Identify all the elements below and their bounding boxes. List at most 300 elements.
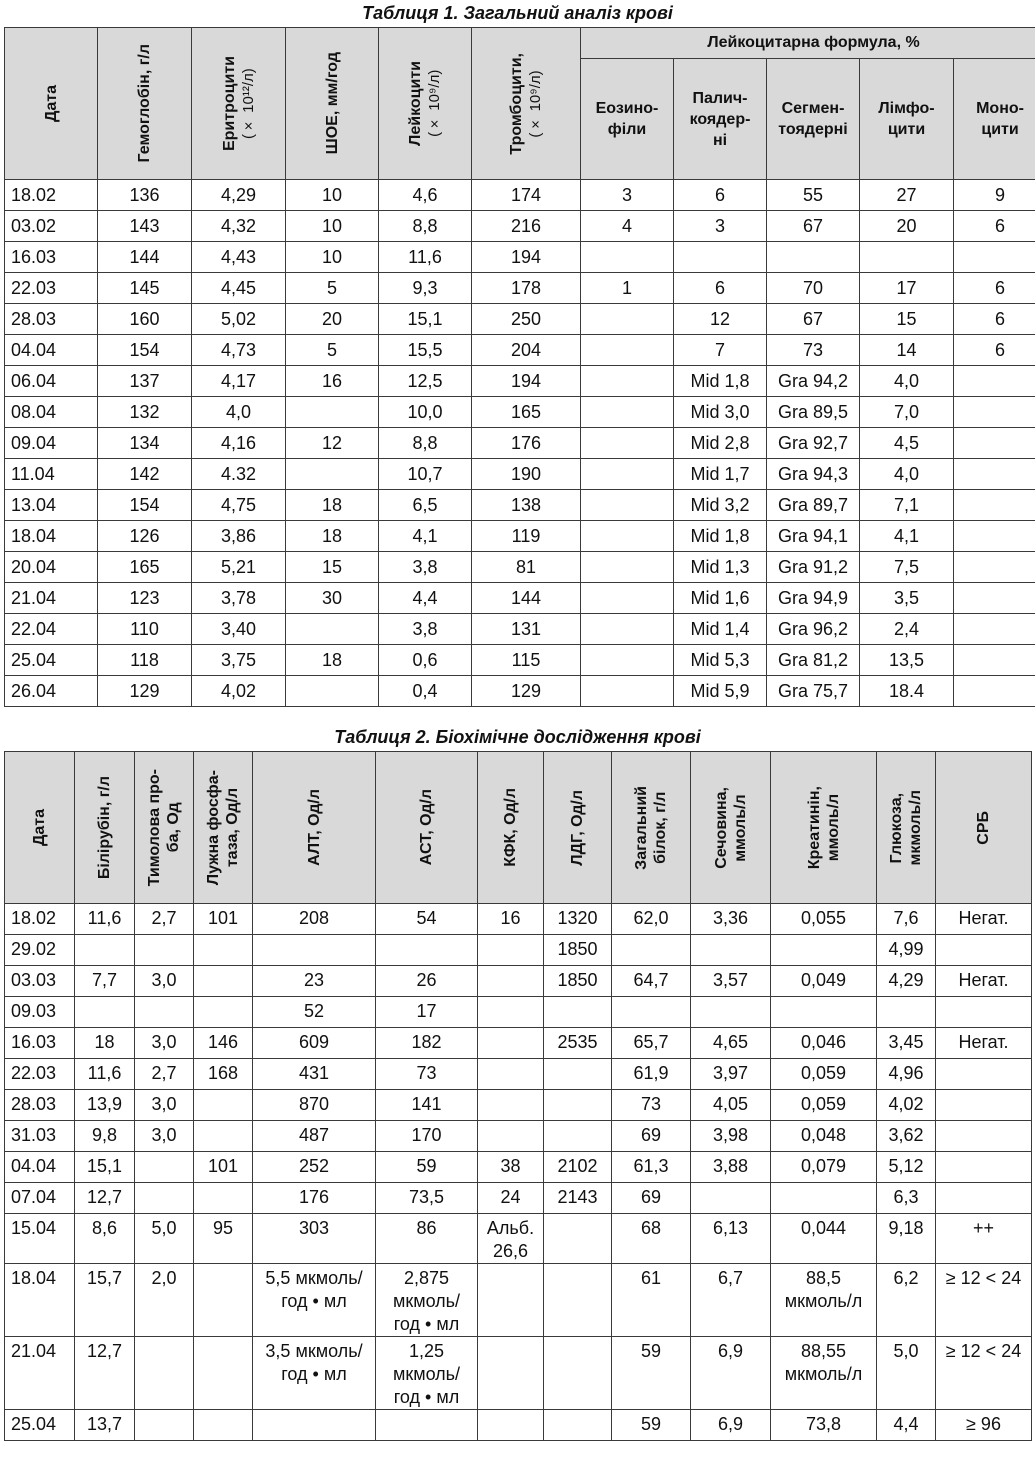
value-cell: 30 <box>286 583 379 614</box>
value-cell: 9,3 <box>379 273 472 304</box>
value-cell: 8,8 <box>379 428 472 459</box>
value-cell: Негат. <box>936 1028 1032 1059</box>
value-cell: 0,6 <box>379 645 472 676</box>
value-cell: 0,048 <box>771 1121 877 1152</box>
value-cell: 86 <box>376 1214 478 1264</box>
biochemistry-table <box>4 751 1032 1441</box>
value-cell: 10,0 <box>379 397 472 428</box>
value-cell <box>286 676 379 707</box>
value-cell <box>936 935 1032 966</box>
value-cell: 73 <box>612 1090 691 1121</box>
value-cell: Gra 94,1 <box>767 521 860 552</box>
value-cell: 13,9 <box>75 1090 135 1121</box>
table-row <box>5 335 1035 366</box>
value-cell: 10 <box>286 242 379 273</box>
value-cell <box>253 1410 376 1441</box>
date-cell: 09.03 <box>5 997 75 1028</box>
value-cell: 70 <box>767 273 860 304</box>
value-cell: 26 <box>376 966 478 997</box>
date-cell: 21.04 <box>5 1337 75 1410</box>
value-cell: 2143 <box>544 1183 612 1214</box>
value-cell: 487 <box>253 1121 376 1152</box>
table-row <box>5 583 1035 614</box>
value-cell: 154 <box>98 490 192 521</box>
table-row <box>5 614 1035 645</box>
value-cell: 62,0 <box>612 904 691 935</box>
value-cell: 18 <box>286 645 379 676</box>
value-cell: 6,9 <box>691 1337 771 1410</box>
value-cell: 3,75 <box>192 645 286 676</box>
value-cell <box>581 490 674 521</box>
date-cell: 08.04 <box>5 397 98 428</box>
value-cell: 6 <box>674 180 767 211</box>
value-cell: 170 <box>376 1121 478 1152</box>
value-cell: 4,05 <box>691 1090 771 1121</box>
value-cell: 131 <box>472 614 581 645</box>
value-cell: Gra 96,2 <box>767 614 860 645</box>
date-cell: 13.04 <box>5 490 98 521</box>
value-cell <box>135 997 194 1028</box>
col-header-ldh: ЛДГ, Од/л <box>544 752 612 904</box>
value-cell: 61,9 <box>612 1059 691 1090</box>
value-cell: 13,5 <box>860 645 954 676</box>
value-cell: 3,40 <box>192 614 286 645</box>
value-cell <box>581 397 674 428</box>
date-cell: 18.04 <box>5 521 98 552</box>
date-cell: 09.04 <box>5 428 98 459</box>
value-cell: 6 <box>954 273 1035 304</box>
value-cell <box>544 1337 612 1410</box>
value-cell: 6 <box>674 273 767 304</box>
table-row <box>5 676 1035 707</box>
date-cell: 06.04 <box>5 366 98 397</box>
value-cell: 7,0 <box>860 397 954 428</box>
value-cell: 250 <box>472 304 581 335</box>
value-cell: 73 <box>376 1059 478 1090</box>
value-cell: 141 <box>376 1090 478 1121</box>
value-cell: 67 <box>767 304 860 335</box>
date-cell: 21.04 <box>5 583 98 614</box>
value-cell: 1320 <box>544 904 612 935</box>
value-cell <box>478 1028 544 1059</box>
value-cell: Mid 1,6 <box>674 583 767 614</box>
value-cell: 0,049 <box>771 966 877 997</box>
value-cell <box>478 1059 544 1090</box>
date-cell: 28.03 <box>5 304 98 335</box>
value-cell: 3,57 <box>691 966 771 997</box>
value-cell: 0,079 <box>771 1152 877 1183</box>
value-cell: 5 <box>286 273 379 304</box>
value-cell: 2102 <box>544 1152 612 1183</box>
value-cell: 6,7 <box>691 1264 771 1337</box>
value-cell <box>771 1183 877 1214</box>
value-cell <box>954 428 1035 459</box>
value-cell <box>135 1337 194 1410</box>
value-cell: 5 <box>286 335 379 366</box>
value-cell <box>581 366 674 397</box>
value-cell: ≥ 96 <box>936 1410 1032 1441</box>
value-cell <box>612 935 691 966</box>
value-cell: 154 <box>98 335 192 366</box>
value-cell: 5,21 <box>192 552 286 583</box>
value-cell <box>771 997 877 1028</box>
value-cell: 5,0 <box>135 1214 194 1264</box>
table-row <box>5 180 1035 211</box>
value-cell: 3,97 <box>691 1059 771 1090</box>
value-cell: 20 <box>286 304 379 335</box>
value-cell: 182 <box>376 1028 478 1059</box>
col-header-bilirubin: Білірубін, г/л <box>75 752 135 904</box>
value-cell: 3,45 <box>877 1028 936 1059</box>
value-cell: 9,8 <box>75 1121 135 1152</box>
value-cell <box>954 242 1035 273</box>
date-cell: 07.04 <box>5 1183 75 1214</box>
value-cell <box>478 1264 544 1337</box>
value-cell: 145 <box>98 273 192 304</box>
value-cell: 2,875 мкмоль/ год • мл <box>376 1264 478 1337</box>
value-cell: 8,8 <box>379 211 472 242</box>
value-cell: 13,7 <box>75 1410 135 1441</box>
value-cell: 4,99 <box>877 935 936 966</box>
value-cell <box>691 997 771 1028</box>
value-cell: 11,6 <box>75 904 135 935</box>
value-cell: 24 <box>478 1183 544 1214</box>
col-header-total-protein: Загальний білок, г/л <box>612 752 691 904</box>
col-header-thymol: Тимолова про- ба, Од <box>135 752 194 904</box>
value-cell <box>674 242 767 273</box>
value-cell: 16 <box>286 366 379 397</box>
col-header-esr: ШОЕ, мм/год <box>286 28 379 180</box>
value-cell: 0,4 <box>379 676 472 707</box>
value-cell <box>478 1337 544 1410</box>
value-cell: Альб. 26,6 <box>478 1214 544 1264</box>
value-cell: 7,6 <box>877 904 936 935</box>
value-cell <box>612 997 691 1028</box>
date-cell: 16.03 <box>5 1028 75 1059</box>
value-cell <box>954 676 1035 707</box>
table-row <box>5 966 1032 997</box>
col-header-lymphocytes: Лімфо- цити <box>860 59 954 180</box>
value-cell <box>877 997 936 1028</box>
value-cell: 609 <box>253 1028 376 1059</box>
value-cell: Mid 1,4 <box>674 614 767 645</box>
value-cell <box>135 935 194 966</box>
value-cell: 61,3 <box>612 1152 691 1183</box>
value-cell <box>581 521 674 552</box>
value-cell: 54 <box>376 904 478 935</box>
value-cell: Mid 3,2 <box>674 490 767 521</box>
value-cell <box>691 935 771 966</box>
table-row <box>5 1214 1032 1264</box>
value-cell: 14 <box>860 335 954 366</box>
value-cell: 73 <box>767 335 860 366</box>
value-cell: 7,7 <box>75 966 135 997</box>
value-cell: 10,7 <box>379 459 472 490</box>
col-header-date: Дата <box>5 752 75 904</box>
table-row <box>5 552 1035 583</box>
col-header-monocytes: Моно- цити <box>954 59 1035 180</box>
value-cell: 4,0 <box>860 459 954 490</box>
value-cell <box>544 997 612 1028</box>
value-cell: 4,1 <box>860 521 954 552</box>
value-cell: 2,4 <box>860 614 954 645</box>
date-cell: 29.02 <box>5 935 75 966</box>
value-cell: 0,046 <box>771 1028 877 1059</box>
value-cell <box>954 366 1035 397</box>
value-cell <box>936 1183 1032 1214</box>
table-row <box>5 904 1032 935</box>
table-row <box>5 211 1035 242</box>
value-cell: 5,12 <box>877 1152 936 1183</box>
date-cell: 22.04 <box>5 614 98 645</box>
table-row <box>5 273 1035 304</box>
value-cell: 3,0 <box>135 1090 194 1121</box>
value-cell: 143 <box>98 211 192 242</box>
value-cell <box>194 1337 253 1410</box>
value-cell: 4,0 <box>860 366 954 397</box>
col-header-platelets: Тромбоцити, (× 10⁹/л) <box>472 28 581 180</box>
value-cell: 23 <box>253 966 376 997</box>
value-cell: 4,73 <box>192 335 286 366</box>
value-cell: 165 <box>98 552 192 583</box>
value-cell: ≥ 12 < 24 <box>936 1264 1032 1337</box>
value-cell: 9,18 <box>877 1214 936 1264</box>
value-cell: 136 <box>98 180 192 211</box>
value-cell: 194 <box>472 366 581 397</box>
value-cell: Mid 1,8 <box>674 521 767 552</box>
value-cell: 59 <box>612 1337 691 1410</box>
value-cell <box>544 1410 612 1441</box>
col-header-leukocytes: Лейкоцити (× 10⁹/л) <box>379 28 472 180</box>
date-cell: 26.04 <box>5 676 98 707</box>
value-cell <box>194 935 253 966</box>
value-cell: Mid 3,0 <box>674 397 767 428</box>
value-cell: 110 <box>98 614 192 645</box>
col-header-ast: АСТ, Од/л <box>376 752 478 904</box>
value-cell: 6,5 <box>379 490 472 521</box>
col-header-alkaline-phosphatase: Лужна фосфа- таза, Од/л <box>194 752 253 904</box>
value-cell: 10 <box>286 211 379 242</box>
date-cell: 22.03 <box>5 1059 75 1090</box>
col-header-segmented: Сегмен- тоядерні <box>767 59 860 180</box>
value-cell: 115 <box>472 645 581 676</box>
value-cell <box>544 1121 612 1152</box>
table-row <box>5 521 1035 552</box>
value-cell <box>286 614 379 645</box>
value-cell: 12 <box>286 428 379 459</box>
value-cell: 7 <box>674 335 767 366</box>
date-cell: 20.04 <box>5 552 98 583</box>
value-cell: 123 <box>98 583 192 614</box>
value-cell <box>581 645 674 676</box>
value-cell <box>860 242 954 273</box>
value-cell: 15,1 <box>379 304 472 335</box>
value-cell: 431 <box>253 1059 376 1090</box>
value-cell: 129 <box>472 676 581 707</box>
value-cell: 2,0 <box>135 1264 194 1337</box>
value-cell: 73,8 <box>771 1410 877 1441</box>
value-cell <box>478 1090 544 1121</box>
value-cell: 165 <box>472 397 581 428</box>
value-cell <box>581 676 674 707</box>
value-cell <box>581 552 674 583</box>
value-cell: 38 <box>478 1152 544 1183</box>
table-row <box>5 397 1035 428</box>
value-cell: 303 <box>253 1214 376 1264</box>
value-cell: 146 <box>194 1028 253 1059</box>
value-cell: 17 <box>376 997 478 1028</box>
value-cell: 5,0 <box>877 1337 936 1410</box>
value-cell: 4,45 <box>192 273 286 304</box>
value-cell: 138 <box>472 490 581 521</box>
date-cell: 03.03 <box>5 966 75 997</box>
value-cell: ++ <box>936 1214 1032 1264</box>
col-header-creatinine: Креатинін, ммоль/л <box>771 752 877 904</box>
value-cell: 27 <box>860 180 954 211</box>
value-cell: 8,6 <box>75 1214 135 1264</box>
value-cell <box>936 1059 1032 1090</box>
value-cell <box>286 459 379 490</box>
value-cell: 12,5 <box>379 366 472 397</box>
value-cell <box>954 645 1035 676</box>
value-cell <box>194 997 253 1028</box>
value-cell: Негат. <box>936 966 1032 997</box>
value-cell: 3,78 <box>192 583 286 614</box>
value-cell: 194 <box>472 242 581 273</box>
date-cell: 18.02 <box>5 180 98 211</box>
table-row <box>5 997 1032 1028</box>
value-cell: 4,29 <box>192 180 286 211</box>
value-cell <box>581 428 674 459</box>
value-cell: 4,4 <box>877 1410 936 1441</box>
value-cell: 4,43 <box>192 242 286 273</box>
value-cell: 12,7 <box>75 1183 135 1214</box>
value-cell: 3,0 <box>135 1121 194 1152</box>
value-cell <box>135 1410 194 1441</box>
value-cell: 67 <box>767 211 860 242</box>
value-cell: 4 <box>581 211 674 242</box>
value-cell: 129 <box>98 676 192 707</box>
value-cell <box>936 1090 1032 1121</box>
value-cell <box>936 1152 1032 1183</box>
value-cell <box>478 997 544 1028</box>
value-cell: 17 <box>860 273 954 304</box>
value-cell <box>581 459 674 490</box>
value-cell: 178 <box>472 273 581 304</box>
value-cell: 68 <box>612 1214 691 1264</box>
col-header-band: Палич- коядер- ні <box>674 59 767 180</box>
value-cell: 6,9 <box>691 1410 771 1441</box>
value-cell: Mid 5,9 <box>674 676 767 707</box>
value-cell: Gra 92,7 <box>767 428 860 459</box>
value-cell: 11,6 <box>75 1059 135 1090</box>
value-cell: 4,96 <box>877 1059 936 1090</box>
value-cell: Gra 94,2 <box>767 366 860 397</box>
value-cell: 15,5 <box>379 335 472 366</box>
value-cell <box>581 242 674 273</box>
value-cell: Gra 89,7 <box>767 490 860 521</box>
col-header-crp: СРБ <box>936 752 1032 904</box>
value-cell: Gra 81,2 <box>767 645 860 676</box>
value-cell: 6,3 <box>877 1183 936 1214</box>
value-cell: 6 <box>954 335 1035 366</box>
value-cell <box>581 583 674 614</box>
value-cell: 12 <box>674 304 767 335</box>
value-cell: 160 <box>98 304 192 335</box>
table-row <box>5 490 1035 521</box>
table1-title: Таблиця 1. Загальний аналіз крові <box>362 3 673 23</box>
value-cell: 12,7 <box>75 1337 135 1410</box>
value-cell: 3,8 <box>379 552 472 583</box>
value-cell: 144 <box>472 583 581 614</box>
value-cell <box>954 521 1035 552</box>
value-cell <box>936 997 1032 1028</box>
value-cell: 1850 <box>544 966 612 997</box>
value-cell: 4,75 <box>192 490 286 521</box>
value-cell <box>954 490 1035 521</box>
value-cell <box>194 1410 253 1441</box>
value-cell: 144 <box>98 242 192 273</box>
table-row <box>5 1059 1032 1090</box>
value-cell: 69 <box>612 1121 691 1152</box>
value-cell: 88,5 мкмоль/л <box>771 1264 877 1337</box>
value-cell <box>581 335 674 366</box>
value-cell: 88,55 мкмоль/л <box>771 1337 877 1410</box>
value-cell: Mid 5,3 <box>674 645 767 676</box>
value-cell <box>194 1264 253 1337</box>
value-cell: 64,7 <box>612 966 691 997</box>
value-cell <box>194 1090 253 1121</box>
value-cell: 204 <box>472 335 581 366</box>
col-header-eosinophils: Еозино- філи <box>581 59 674 180</box>
value-cell: 5,5 мкмоль/ год • мл <box>253 1264 376 1337</box>
date-cell: 04.04 <box>5 1152 75 1183</box>
value-cell: 252 <box>253 1152 376 1183</box>
value-cell: 4,32 <box>192 211 286 242</box>
value-cell: 3,8 <box>379 614 472 645</box>
date-cell: 22.03 <box>5 273 98 304</box>
value-cell: 6,13 <box>691 1214 771 1264</box>
value-cell: 0,044 <box>771 1214 877 1264</box>
value-cell: Mid 1,8 <box>674 366 767 397</box>
value-cell: 176 <box>253 1183 376 1214</box>
value-cell: 6,2 <box>877 1264 936 1337</box>
value-cell <box>581 614 674 645</box>
date-cell: 04.04 <box>5 335 98 366</box>
value-cell: 4,6 <box>379 180 472 211</box>
value-cell: 59 <box>376 1152 478 1183</box>
value-cell <box>135 1183 194 1214</box>
value-cell: 59 <box>612 1410 691 1441</box>
value-cell: 4,65 <box>691 1028 771 1059</box>
value-cell: 4,0 <box>192 397 286 428</box>
value-cell: 3,5 мкмоль/ год • мл <box>253 1337 376 1410</box>
value-cell: 4,16 <box>192 428 286 459</box>
table-row <box>5 304 1035 335</box>
value-cell: 137 <box>98 366 192 397</box>
value-cell: 174 <box>472 180 581 211</box>
value-cell <box>767 242 860 273</box>
value-cell: 3,88 <box>691 1152 771 1183</box>
value-cell <box>135 1152 194 1183</box>
value-cell: 101 <box>194 904 253 935</box>
value-cell: 1 <box>581 273 674 304</box>
value-cell <box>478 966 544 997</box>
value-cell <box>936 1121 1032 1152</box>
date-cell: 18.02 <box>5 904 75 935</box>
value-cell: Gra 94,9 <box>767 583 860 614</box>
value-cell <box>954 614 1035 645</box>
